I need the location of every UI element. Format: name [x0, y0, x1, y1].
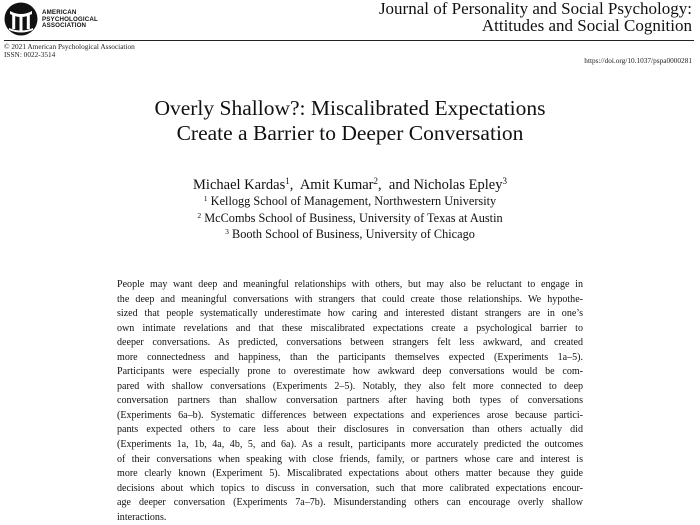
author-name: Nicholas Epley: [413, 177, 503, 193]
apa-logo-text: [42, 10, 98, 30]
author-separator: ,: [289, 177, 300, 193]
abstract-line: own intimate revelations and that these miscalibrated expectations create a psychological barrier to: [117, 322, 583, 334]
affiliation-text: Booth School of Business, University of Chicago: [228, 227, 475, 242]
doi-link[interactable]: https://doi.org/10.1037/pspa0000281: [584, 56, 692, 65]
article-title-line: Overly Shallow?: Miscalibrated Expectations: [154, 96, 546, 120]
author-list: [0, 177, 700, 193]
header-rule: [4, 40, 694, 41]
abstract-line: of their conversations when speaking with close friends, family, or partners whose care and interest is: [117, 453, 583, 465]
abstract-line: (Experiments 1a, 1b, 4a, 4b, 5, and 6a). As a result, participants more accurately predicted the outcomes: [117, 439, 583, 451]
abstract-line: (Experiments 6a–b). Systematic differences between expectations and experiences arose because partici-: [117, 409, 583, 421]
author-name: Amit Kumar: [299, 177, 374, 193]
author-affiliation-marker: 2: [373, 176, 379, 187]
copyright-notice: © 2021 American Psychological Association: [4, 42, 135, 51]
affiliation-text: McCombs School of Business, University of Texas at Austin: [201, 210, 503, 225]
abstract-line: age deeper conversation (Experiments 7a–7b). Misunderstanding others can encourage overly shallow: [117, 497, 583, 509]
apa-logo: [4, 2, 144, 36]
journal-title-line: Attitudes and Social Cognition: [481, 16, 692, 35]
abstract-line: decisions about which topics to discuss in conversation, such that more calibrated expectations encour-: [117, 482, 583, 494]
abstract-line: interactions.: [117, 511, 167, 523]
abstract-line: sized that people systematically underestimate how caring and interested distant strangers are in one’s: [117, 308, 583, 320]
journal-title: [379, 0, 692, 34]
article-title: [0, 96, 700, 146]
author-separator: , and: [378, 177, 414, 193]
abstract-line: Participants were especially prone to overestimate how awkward deep conversations would be com-: [117, 366, 583, 378]
affiliation-marker: 1: [203, 193, 208, 203]
publication-meta: [4, 43, 135, 60]
affiliation: [0, 193, 700, 210]
author-affiliation-marker: 1: [285, 176, 290, 187]
logo-line: ASSOCIATION: [42, 22, 87, 30]
affiliation: [0, 226, 700, 243]
abstract-line: the deep and meaningful conversations with strangers that could create those relationships. We hypothe-: [117, 293, 583, 305]
article-title-line: Create a Barrier to Deeper Conversation: [176, 121, 524, 145]
author-affiliation-marker: 3: [502, 176, 507, 187]
affiliation-list: [0, 193, 700, 243]
apa-logo-icon: [4, 2, 38, 36]
abstract-line: more clearly known (Experiment 5). Miscalibrated expectations about others matter because they guide: [117, 468, 583, 480]
abstract-line: People may want deep and meaningful relationships with others, but may also be reluctant to engage in: [117, 279, 583, 290]
abstract-line: deeper conversations. As predicted, conversations between strangers felt less awkward, and created: [117, 337, 583, 349]
affiliation: [0, 210, 700, 227]
journal-title-line: Journal of Personality and Social Psychology:: [378, 0, 692, 18]
author-name: Michael Kardas: [193, 177, 286, 193]
affiliation-marker: 3: [225, 227, 229, 236]
abstract-line: pared with shallow conversations (Experiments 2–5). Notably, they also felt more connected to deep: [117, 380, 583, 392]
abstract: [117, 278, 583, 525]
abstract-line: conversation partners than shallow conversation partners after having both types of conversations: [117, 395, 583, 407]
abstract-line: more connectedness and happiness, than the participants themselves expected (Experiments 1a–5).: [117, 351, 583, 363]
issn: ISSN: 0022-3514: [4, 50, 56, 60]
affiliation-text: Kellogg School of Management, Northwestern University: [207, 194, 497, 208]
logo-line: AMERICAN: [42, 9, 77, 16]
affiliation-marker: 2: [197, 210, 202, 220]
logo-line: PSYCHOLOGICAL: [42, 15, 98, 23]
abstract-line: pants expected others to care less about their disclosures in conversation than others actually did: [117, 424, 583, 436]
